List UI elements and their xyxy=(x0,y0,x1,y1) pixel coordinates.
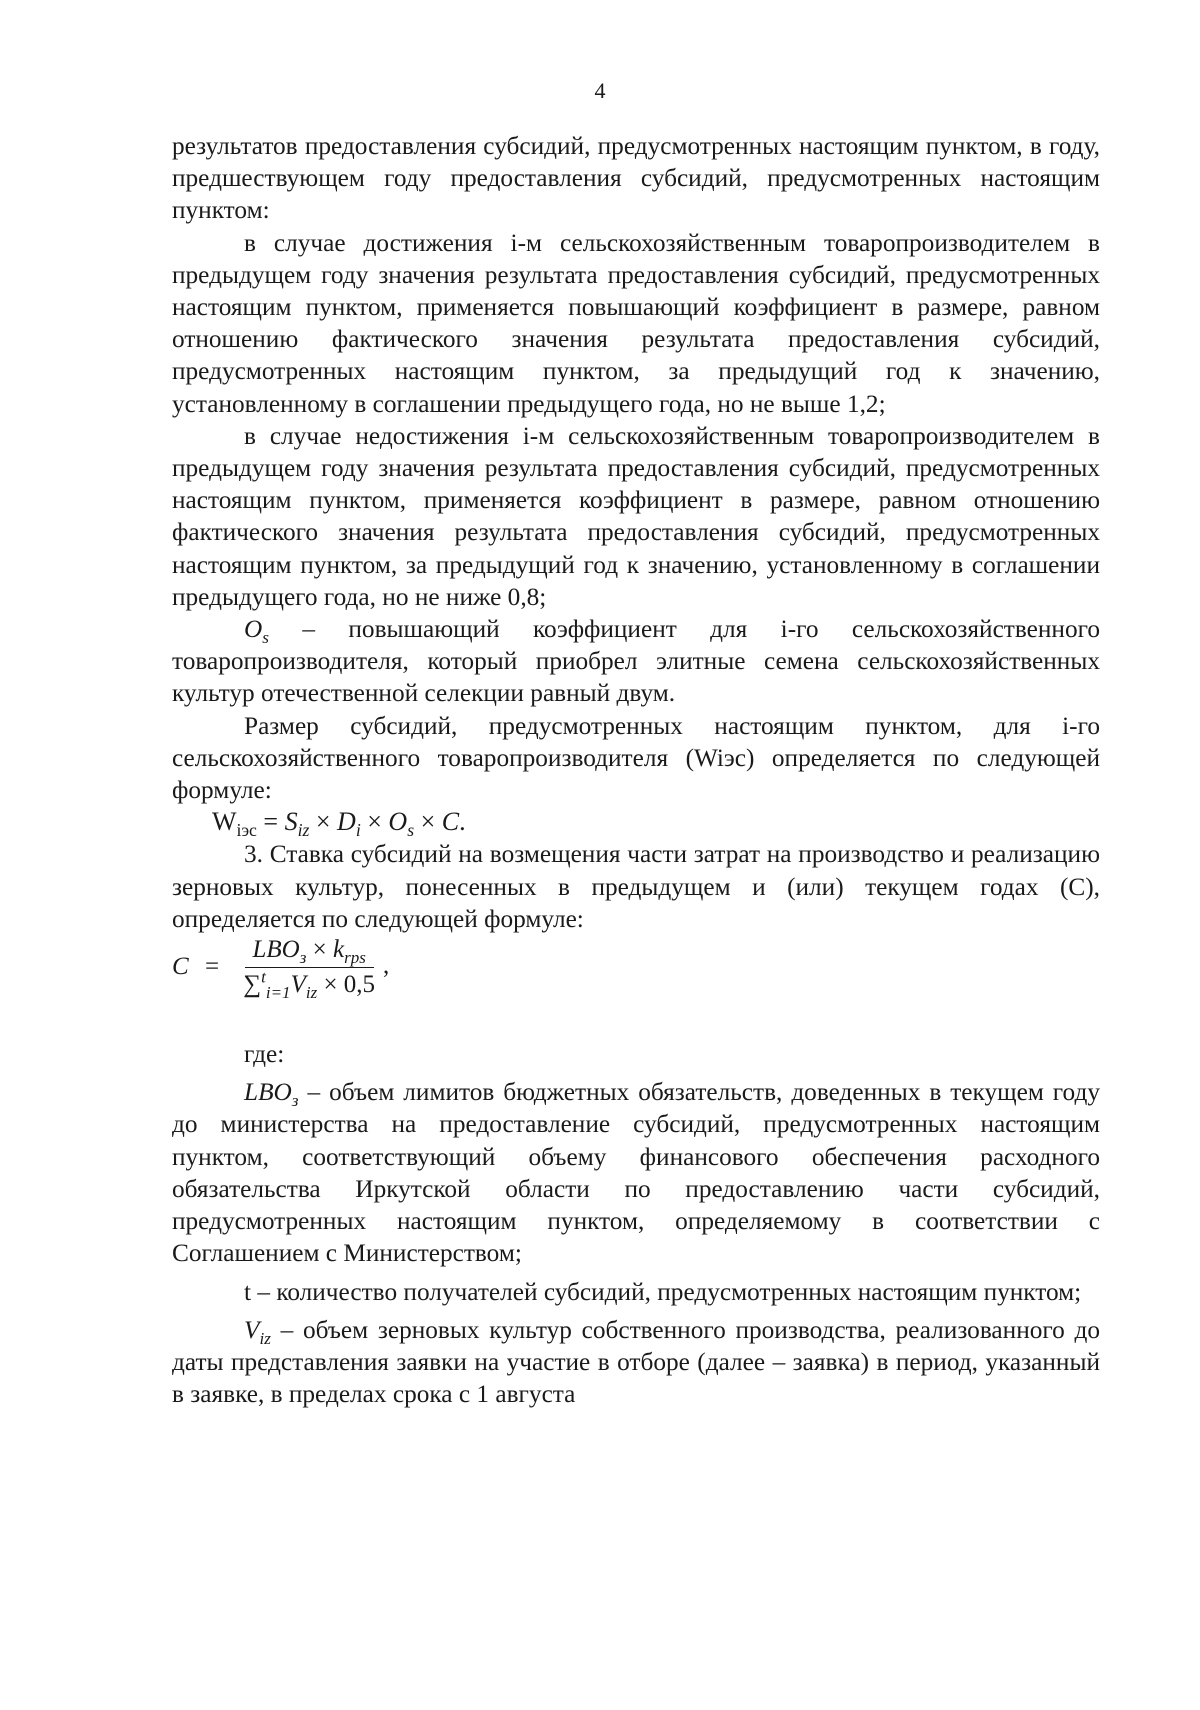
viz-symbol: $V_{iz}$ xyxy=(244,1315,271,1348)
paragraph-achievement-case: в случае достижения i-м сельскохозяйственным товаропроизводителем в предыдущем году значения результата предоставления субсидий, предусмотренных настоящим пунктом, применяется повышающий коэффициент в размере, равном отношению фактического значения результата предоставления субсидий, предусмотренных настоящим пунктом, за предыдущий год к значению, установленному в соглашении предыдущего года, но не выше 1,2; xyxy=(172,228,1100,418)
paragraph-os-definition: $O_s$ – повышающий коэффициент для i-го сельскохозяйственного товаропроизводителя, который приобрел элитные семена сельскохозяйственных культур отечественной селекции равный двум. xyxy=(172,615,1100,708)
where-label: где: xyxy=(244,1040,285,1069)
fraction-numerator: $LBO_з \times k_{rps}$ xyxy=(245,935,374,968)
page-number: 4 xyxy=(594,78,606,103)
paragraph-subsidy-size: Размер субсидий, предусмотренных настоящим пунктом, для i-го сельскохозяйственного товаропроизводителя (Wiэс) определяется по следующей формуле: xyxy=(172,711,1100,805)
document-body xyxy=(172,130,1100,1410)
paragraph-continuation: результатов предоставления субсидий, предусмотренных настоящим пунктом, в году, предшествующем году предоставления субсидий, предусмотренных настоящим пунктом: xyxy=(172,132,1100,225)
paragraph-viz-definition: $V_{iz}$ – объем зерновых культур собственного производства, реализованного до даты представления заявки на участие в отборе (далее – заявка) в период, указанный в заявке, в пределах срока с 1 августа xyxy=(172,1315,1100,1409)
paragraph-lbo-definition: $LBO_з$ – объем лимитов бюджетных обязательств, доведенных в текущем году до министерства на предоставление субсидий, предусмотренных настоящим пунктом, соответствующий объему финансового обеспечения расходного обязательства Иркутской области по предоставлению части субсидий, предусмотренных настоящим пунктом, определяемому в соответствии с Соглашением с Министерством; xyxy=(172,1078,1100,1268)
paragraph-rate-heading: 3. Ставка субсидий на возмещения части затрат на производство и реализацию зерновых культур, понесенных в предыдущем и (или) текущем годах (C), определяется по следующей формуле: xyxy=(172,840,1100,933)
formula-rate: C = $\frac{LBO_з \times k_{rps}}{\sum^t_{i=1}V_{iz} \times 0,5}$ , xyxy=(172,936,390,1003)
formula-subsidy-size: $W_{iэс} = S_{iz} \times D_i \times O_s \times C$. xyxy=(212,807,466,841)
lbo-symbol: $LBO_з$ xyxy=(244,1078,299,1111)
fraction-denominator: $\sum^t_{i=1}V_{iz} \times 0,5$ xyxy=(243,967,376,1003)
paragraph-t-definition: t – количество получателей субсидий, предусмотренных настоящим пунктом; xyxy=(244,1277,1082,1306)
paragraph-non-achievement-case: в случае недостижения i-м сельскохозяйственным товаропроизводителем в предыдущем году значения результата предоставления субсидий, предусмотренных настоящим пунктом, применяется коэффициент в размере, равном отношению фактического значения результата предоставления субсидий, предусмотренных настоящим пунктом, за предыдущий год к значению, установленному в соглашении предыдущего года, но не ниже 0,8; xyxy=(172,421,1100,611)
os-symbol: $O_s$ xyxy=(244,615,269,648)
formula-rate-fraction xyxy=(235,935,383,1003)
